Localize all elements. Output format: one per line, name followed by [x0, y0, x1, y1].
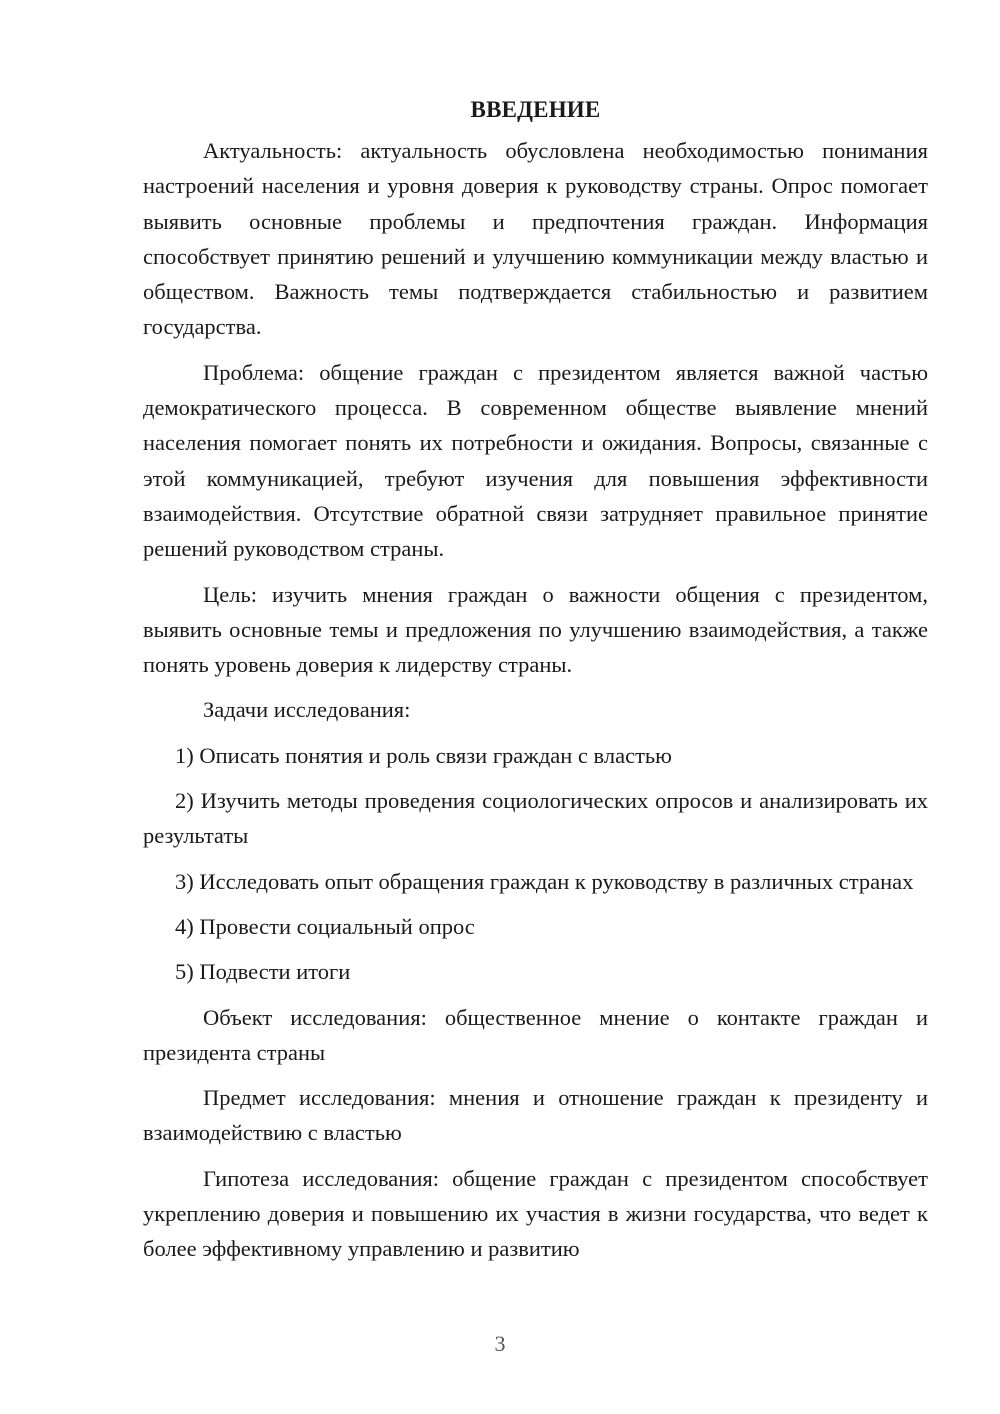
task-item: 5) Подвести итоги	[175, 959, 351, 985]
subject-paragraph: Предмет исследования: мнения и отношение граждан к президенту и взаимодействию с властью	[143, 1085, 928, 1146]
problem-paragraph: Проблема: общение граждан с президентом является важной частью демократического процесса. В современном обществе выявление мнений населения помогает понять их потребности и ожидания. Вопросы, связанные с этой коммуникацией, требуют изучения для повышения эффективности взаимодействия. Отсутствие обратной связи затрудняет правильное принятие решений руководством страны.	[143, 359, 928, 562]
document-page	[143, 92, 928, 1277]
object-paragraph: Объект исследования: общественное мнение о контакте граждан и президента страны	[143, 1004, 928, 1065]
page-title: ВВЕДЕНИЕ	[470, 97, 601, 122]
task-item: 2) Изучить методы проведения социологических опросов и анализировать их результаты	[143, 788, 928, 849]
page-number: 3	[494, 1331, 506, 1356]
relevance-paragraph: Актуальность: актуальность обусловлена необходимостью понимания настроений населения и уровня доверия к руководству страны. Опрос помогает выявить основные проблемы и предпочтения граждан. Информация способствует принятию решений и улучшению коммуникации между властью и обществом. Важность темы подтверждается стабильностью и развитием государства.	[143, 138, 928, 340]
hypothesis-paragraph: Гипотеза исследования: общение граждан с президентом способствует укреплению доверия и повышению их участия в жизни государства, что ведет к более эффективному управлению и развитию	[143, 1165, 928, 1262]
tasks-heading: Задачи исследования:	[203, 697, 411, 723]
task-item: 4) Провести социальный опрос	[175, 913, 475, 939]
task-item: 3) Исследовать опыт обращения граждан к руководству в различных странах	[175, 868, 914, 894]
task-item: 1) Описать понятия и роль связи граждан с властью	[175, 742, 672, 768]
goal-paragraph: Цель: изучить мнения граждан о важности общения с президентом, выявить основные темы и предложения по улучшению взаимодействия, а также понять уровень доверия к лидерству страны.	[143, 581, 928, 678]
